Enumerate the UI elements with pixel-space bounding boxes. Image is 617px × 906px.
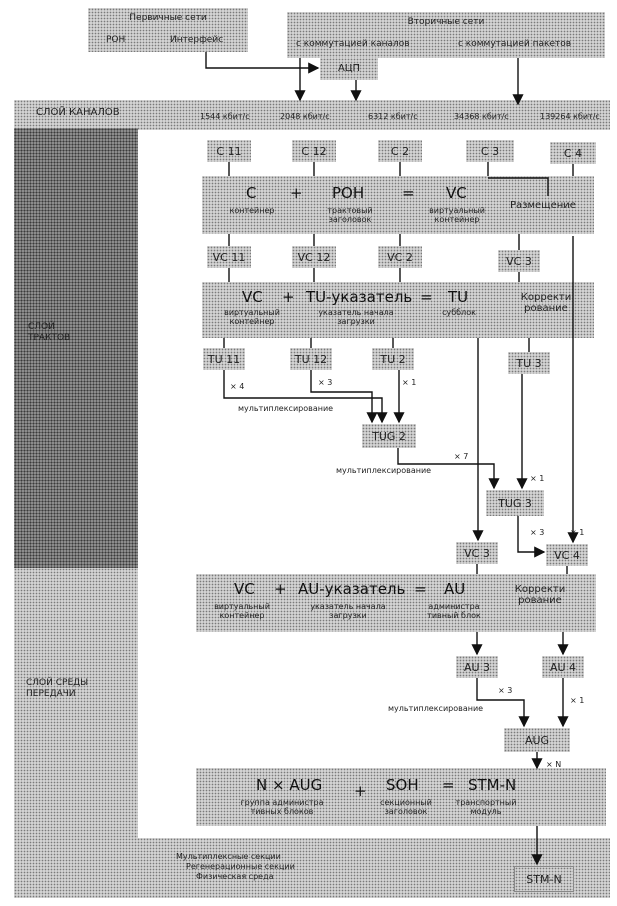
eq2-tu: TU <box>448 288 469 306</box>
eq2-justification: Корректи рование <box>520 292 572 314</box>
eq1-c: C <box>246 184 257 202</box>
eq1-poh-sub: трактовый заголовок <box>327 206 373 224</box>
mult-tug3-a: × 1 <box>530 474 545 483</box>
tug2: TUG 2 <box>362 424 416 448</box>
eq3-vc-sub: виртуальный контейнер <box>214 602 270 620</box>
mult-au3: × 3 <box>498 686 513 695</box>
mult-n: × N <box>546 760 562 769</box>
mux-label-1: мультиплексирование <box>238 404 334 413</box>
eq1-c-sub: контейнер <box>229 206 275 215</box>
eq4-soh: SOH <box>386 776 419 794</box>
tug3: TUG 3 <box>486 490 544 516</box>
primary-poh: РОН <box>106 35 126 45</box>
au4: AU 4 <box>542 656 584 678</box>
vc11: VC 11 <box>207 246 251 268</box>
container-c11: C 11 <box>207 140 251 162</box>
section-multiplex: Мультиплексные секции <box>176 852 281 861</box>
secondary-circuit: с коммутацией каналов <box>296 39 410 49</box>
eq2-vc-sub: виртуальный контейнер <box>224 308 280 326</box>
eq4-plus: + <box>354 782 367 800</box>
rate-6312: 6312 кбит/с <box>368 112 418 121</box>
eq4-soh-sub: секционный заголовок <box>380 798 432 816</box>
eq2-vc: VC <box>242 288 263 306</box>
mult-tu12: × 3 <box>318 378 333 387</box>
tu2: TU 2 <box>372 348 414 370</box>
eq1-vc: VC <box>446 184 467 202</box>
container-c3: C 3 <box>466 140 514 162</box>
eq2-plus: + <box>282 288 295 306</box>
primary-networks-title: Первичные сети <box>129 13 207 23</box>
eq3-au-pointer-sub: указатель начала загрузки <box>310 602 386 620</box>
eq1-poh: POH <box>332 184 365 202</box>
stm-n-box: STM-N <box>514 866 574 892</box>
au3: AU 3 <box>456 656 498 678</box>
vc3: VC 3 <box>456 542 498 564</box>
primary-interface: Интерфейс <box>170 35 224 45</box>
eq3-au-sub: администра тивный блок <box>427 602 481 620</box>
eq4-stm: STM-N <box>468 776 517 794</box>
tu11: TU 11 <box>203 348 245 370</box>
mult-tu2: × 1 <box>402 378 417 387</box>
eq4-naug: N × AUG <box>256 776 323 794</box>
tu3: TU 3 <box>508 352 550 374</box>
aup-label: АЦП <box>337 63 361 74</box>
secondary-networks-title: Вторичные сети <box>407 17 485 27</box>
container-c2: C 2 <box>378 140 422 162</box>
eq3-plus: + <box>274 580 287 598</box>
tu12: TU 12 <box>290 348 332 370</box>
eq4-eq: = <box>442 776 455 794</box>
mult-vc4-1: × 1 <box>570 528 585 537</box>
secondary-packet: с коммутацией пакетов <box>458 39 572 49</box>
eq2-tu-pointer: TU-указатель <box>306 288 413 306</box>
eq4-stm-sub: транспортный модуль <box>455 798 517 816</box>
eq2-eq: = <box>420 288 433 306</box>
eq1-mapping: Размещение <box>510 200 576 211</box>
eq3-eq: = <box>414 580 427 598</box>
container-c4: C 4 <box>550 142 596 164</box>
eq1-vc-sub: виртуальный контейнер <box>429 206 485 224</box>
mult-tu11: × 4 <box>230 382 245 391</box>
mux-label-3: мультиплексирование <box>388 704 484 713</box>
eq3-au: AU <box>444 580 466 598</box>
section-physical: Физическая среда <box>196 872 274 881</box>
aug: AUG <box>504 728 570 752</box>
vc12: VC 12 <box>292 246 336 268</box>
mult-tug2: × 7 <box>454 452 469 461</box>
eq4-naug-sub: группа администра тивных блоков <box>240 798 324 816</box>
eq3-au-pointer: AU-указатель <box>298 580 406 598</box>
eq3-vc: VC <box>234 580 255 598</box>
eq2-tu-sub: субблок <box>442 308 476 317</box>
mux-label-2: мультиплексирование <box>336 466 432 475</box>
layer-tracts-label: СЛОЙ ТРАКТОВ <box>28 322 71 343</box>
rate-2048: 2048 кбит/с <box>280 112 330 121</box>
eq3-justification: Корректи рование <box>514 584 566 606</box>
vc4: VC 4 <box>546 544 588 566</box>
eq1-plus: + <box>290 184 303 202</box>
layer-medium-label: СЛОЙ СРЕДЫ ПЕРЕДАЧИ <box>26 678 89 699</box>
mult-vc4-3: × 3 <box>530 528 545 537</box>
rate-1544: 1544 кбит/с <box>200 112 250 121</box>
rate-139264: 139264 кбит/с <box>540 112 600 121</box>
vc3-top: VC 3 <box>498 250 540 272</box>
vc2: VC 2 <box>378 246 422 268</box>
eq1-eq: = <box>402 184 415 202</box>
rate-34368: 34368 кбит/с <box>454 112 509 121</box>
mult-au4: × 1 <box>570 696 585 705</box>
container-c12: C 12 <box>292 140 336 162</box>
section-regen: Регенерационные секции <box>186 862 295 871</box>
layer-channels-label: СЛОЙ КАНАЛОВ <box>36 107 120 118</box>
eq2-tu-pointer-sub: указатель начала загрузки <box>318 308 394 326</box>
